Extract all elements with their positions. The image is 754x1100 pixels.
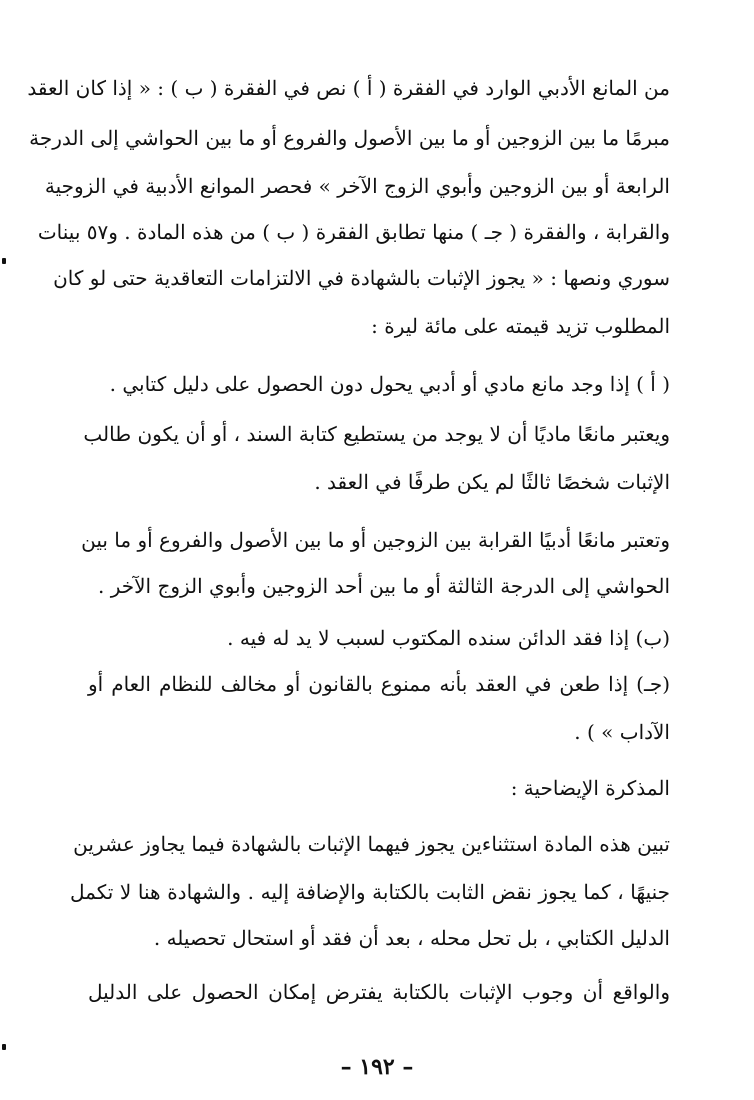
list-item-b: (ب) إذا فقد الدائن سنده المكتوب لسبب لا يد له فيه .: [227, 626, 670, 650]
text-line: الرابعة أو بين الزوجين وأبوي الزوج الآخر » فحصر الموانع الأدبية في الزوجية: [44, 174, 670, 198]
text-line: والواقع أن وجوب الإثبات بالكتابة يفترض إمكان الحصول على الدليل: [88, 980, 670, 1004]
margin-mark: [2, 258, 6, 264]
text-line: ويعتبر مانعًا ماديًا أن لا يوجد من يستطيع كتابة السند ، أو أن يكون طالب: [83, 422, 670, 446]
text-line: الحواشي إلى الدرجة الثالثة أو ما بين أحد الزوجين وأبوي الزوج الآخر .: [98, 574, 670, 598]
text-line: والقرابة ، والفقرة ( جـ ) منها تطابق الفقرة ( ب ) من هذه المادة . و٥٧ بينات: [37, 220, 670, 244]
text-line: تبين هذه المادة استثناءين يجوز فيهما الإثبات بالشهادة فيما يجاوز عشرين: [73, 832, 670, 856]
section-heading: المذكرة الإيضاحية :: [510, 776, 670, 800]
text-line: من المانع الأدبي الوارد في الفقرة ( أ ) نص في الفقرة ( ب ) : « إذا كان العقد: [27, 76, 670, 100]
text-line: مبرمًا ما بين الزوجين أو ما بين الأصول والفروع أو ما بين الحواشي إلى الدرجة: [29, 126, 670, 150]
text-line: الآداب » ) .: [574, 720, 670, 744]
text-line: الإثبات شخصًا ثالثًا لم يكن طرفًا في العقد .: [314, 470, 670, 494]
text-line: جنيهًا ، كما يجوز نقض الثابت بالكتابة والإضافة إليه . والشهادة هنا لا تكمل: [70, 880, 670, 904]
list-item-c: (جـ) إذا طعن في العقد بأنه ممنوع بالقانون أو مخالف للنظام العام أو: [88, 672, 670, 696]
list-item-a: ( أ ) إذا وجد مانع مادي أو أدبي يحول دون الحصول على دليل كتابي .: [109, 372, 670, 396]
page-number: – ١٩٢ –: [340, 1054, 414, 1080]
margin-mark: [2, 1044, 6, 1050]
text-line: وتعتبر مانعًا أدبيًا القرابة بين الزوجين أو ما بين الأصول والفروع أو ما بين: [81, 528, 670, 552]
text-line: سوري ونصها : « يجوز الإثبات بالشهادة في الالتزامات التعاقدية حتى لو كان: [53, 266, 670, 290]
text-line: الدليل الكتابي ، بل تحل محله ، بعد أن فقد أو استحال تحصيله .: [153, 926, 670, 950]
text-line: المطلوب تزيد قيمته على مائة ليرة :: [371, 314, 670, 338]
